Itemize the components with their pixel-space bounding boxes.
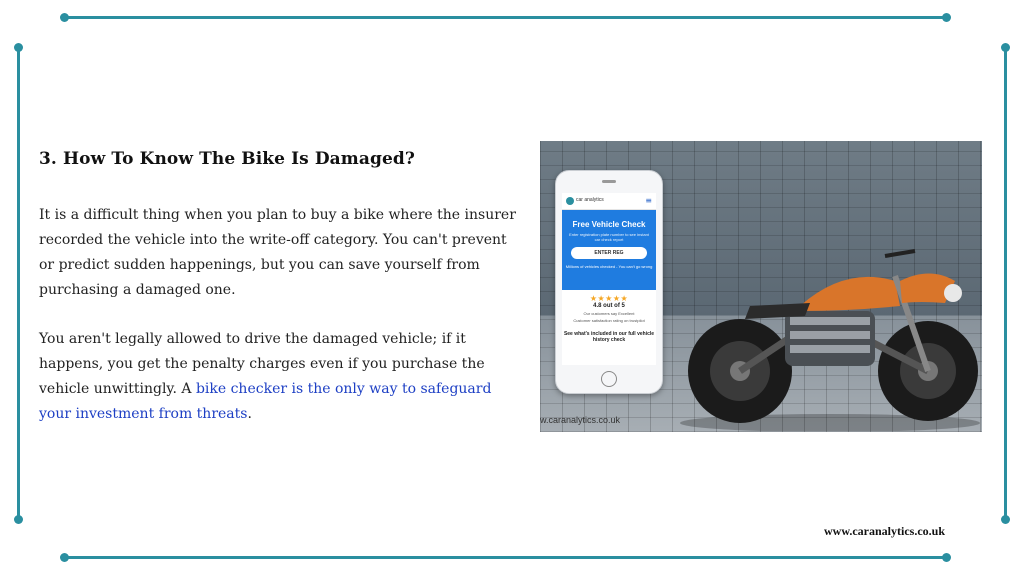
hero-subtext: Enter registration plate number to see instant car check report (569, 232, 649, 242)
bottom-border-line (64, 556, 946, 559)
hero-note: Millions of vehicles checked - You can't go wrong (565, 264, 653, 269)
home-button-icon (601, 371, 617, 387)
bottom-right-dot (942, 553, 951, 562)
paragraph-intro: It is a difficult thing when you plan to buy a bike where the insurer recorded the vehicle into the write-off category. You can't prevent or predict sudden happenings, but you can save yourself from purchasing a damaged one. (39, 207, 516, 298)
top-border-line (64, 16, 946, 19)
headlight (944, 284, 962, 302)
paragraph-legal-text: You aren't legally allowed to drive the damaged vehicle; if it happens, you get the penalty charges even if you purchase the vehicle unwittingly. A (39, 331, 485, 397)
satisfaction-line: Customer satisfaction rating on trustpilot (573, 318, 645, 323)
logo-text: car analytics (576, 197, 604, 203)
section-title: 3. How To Know The Bike Is Damaged? (39, 149, 415, 169)
footer-url: www.caranalytics.co.uk (824, 524, 945, 538)
rating-block (562, 290, 656, 343)
bottom-left-dot (60, 553, 69, 562)
hero-heading: Free Vehicle Check (572, 220, 646, 229)
customers-say: Our customers say Excellent (583, 311, 635, 316)
right-border-line (1004, 48, 1007, 520)
logo-icon (566, 197, 574, 205)
phone-speaker (602, 180, 616, 183)
right-top-dot (1001, 43, 1010, 52)
phone-screen (562, 193, 656, 365)
star-rating-icon: ★★★★★ (589, 294, 629, 303)
handlebar (885, 251, 915, 256)
screen-header (562, 193, 656, 210)
left-border-line (17, 48, 20, 520)
top-right-dot (942, 13, 951, 22)
photo-watermark: w.caranalytics.co.uk (540, 415, 621, 425)
motorcycle-photo (540, 141, 982, 432)
history-check-cta: See what's included in our full vehicle history check (563, 331, 655, 343)
rating-score: 4.8 out of 5 (593, 303, 625, 309)
motorcycle-illustration (670, 211, 982, 431)
reg-input: ENTER REG (571, 247, 647, 259)
hero-panel (562, 210, 656, 290)
phone-mockup (555, 170, 663, 394)
left-top-dot (14, 43, 23, 52)
hamburger-menu-icon: ≡ (645, 196, 652, 205)
paragraph-legal (39, 327, 519, 427)
left-bottom-dot (14, 515, 23, 524)
fuel-tank (800, 277, 900, 311)
paragraph-legal-end: . (247, 406, 252, 422)
top-left-dot (60, 13, 69, 22)
right-bottom-dot (1001, 515, 1010, 524)
bike-checker-link[interactable]: bike checker is the only way to safeguard your investment from threats (39, 381, 492, 422)
